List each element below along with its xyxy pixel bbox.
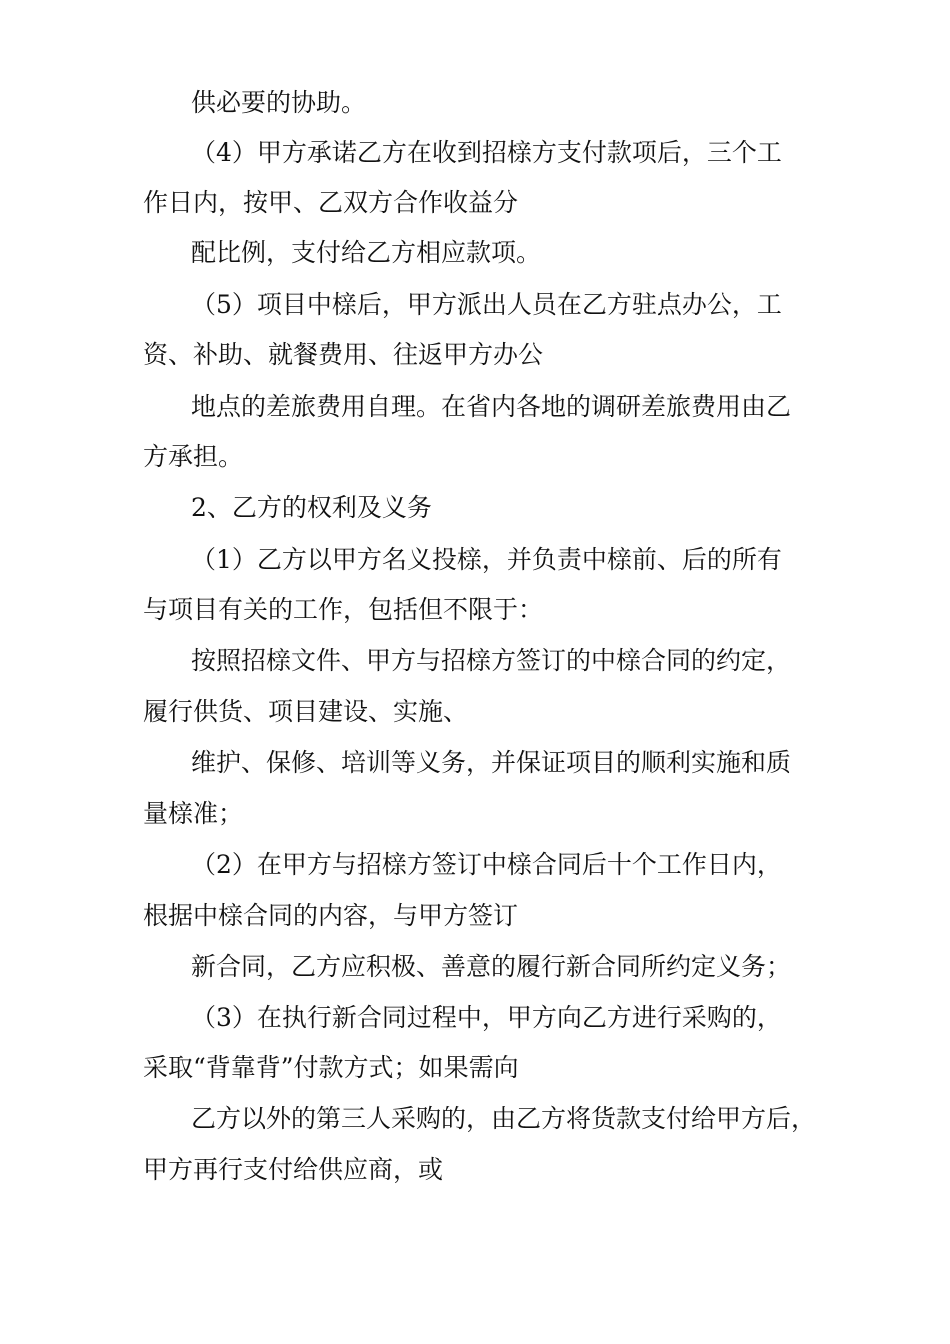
text-line: 维护、保修、培训等义务，并保证项目的顺利实施和质	[191, 748, 792, 777]
text-line: （5）项目中榇后，甲方派出人员在乙方驻点办公，工	[191, 290, 782, 319]
text-line: 按照招榇文件、甲方与招榇方签订的中榇合同的约定，	[191, 646, 792, 675]
text-line: 供必要的协助。	[191, 88, 367, 117]
text-line: 作日内，按甲、乙双方合作收益分	[143, 188, 519, 217]
text-line: 根据中榇合同的内容，与甲方签订	[143, 901, 519, 930]
text-line: 乙方以外的第三人采购的，由乙方将货款支付给甲方后，	[191, 1104, 817, 1133]
section-heading: 2、乙方的权利及义务	[191, 493, 432, 522]
text-line: （3）在执行新合同过程中，甲方向乙方进行采购的，	[191, 1003, 782, 1032]
text-line: （2）在甲方与招榇方签订中榇合同后十个工作日内，	[191, 850, 782, 879]
text-line: 方承担。	[143, 442, 244, 471]
text-line: 新合同，乙方应积极、善意的履行新合同所约定义务；	[191, 952, 792, 981]
text-line: 与项目有关的工作，包括但不限于：	[143, 595, 544, 624]
text-line: 配比例，支付给乙方相应款项。	[191, 238, 542, 267]
text-line: 履行供货、项目建设、实施、	[143, 697, 469, 726]
text-line: 采取“背靠背”付款方式；如果需向	[143, 1053, 519, 1082]
text-line: （1）乙方以甲方名义投榇，并负责中榇前、后的所有	[191, 545, 782, 574]
text-line: 量榇准；	[143, 799, 244, 828]
text-line: 地点的差旅费用自理。在省内各地的调研差旅费用由乙	[191, 392, 792, 421]
text-line: 资、补助、就餐费用、往返甲方办公	[143, 340, 544, 369]
text-line: 甲方再行支付给供应商，或	[143, 1155, 444, 1184]
text-line: （4）甲方承诺乙方在收到招榇方支付款项后，三个工	[191, 138, 782, 167]
